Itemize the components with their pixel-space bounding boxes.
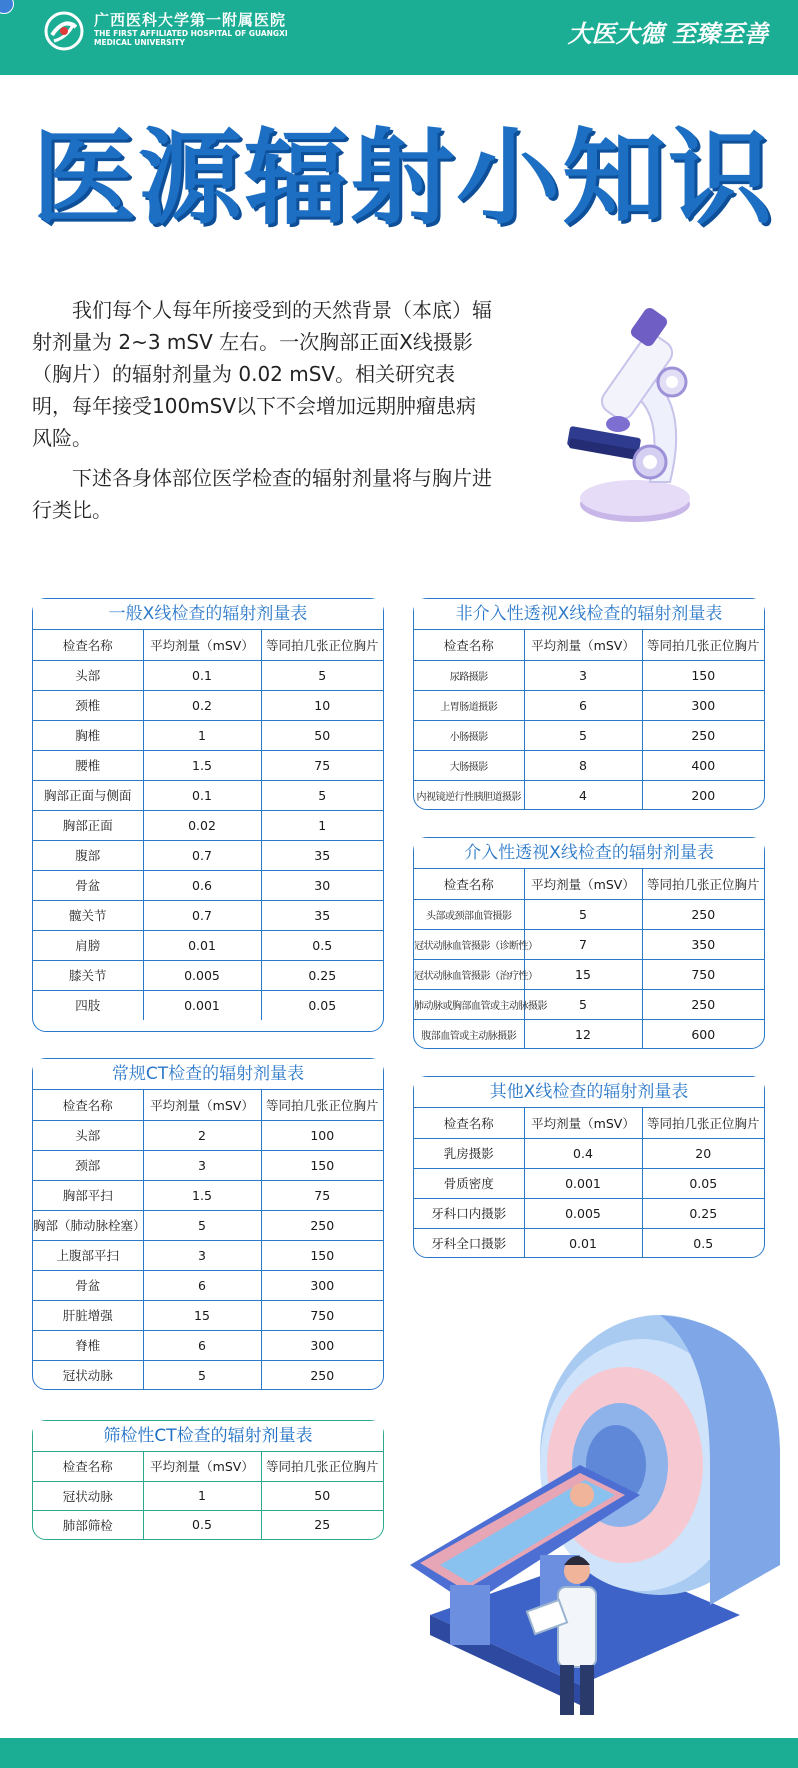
exam-name-cell: 髋关节 bbox=[33, 900, 143, 930]
exam-name-cell: 胸部平扫 bbox=[33, 1180, 143, 1210]
column-header: 等同拍几张正位胸片 bbox=[261, 630, 383, 660]
column-header: 检查名称 bbox=[414, 869, 524, 899]
table-header-row bbox=[414, 869, 764, 899]
dose-cell: 0.01 bbox=[524, 1228, 642, 1258]
column-header: 等同拍几张正位胸片 bbox=[642, 630, 764, 660]
dose-cell: 15 bbox=[524, 959, 642, 989]
exam-name-cell: 腹部 bbox=[33, 840, 143, 870]
chest-xray-equivalent-cell: 250 bbox=[642, 720, 764, 750]
exam-name-cell: 牙科口内摄影 bbox=[414, 1198, 524, 1228]
table-row bbox=[33, 720, 383, 750]
dose-cell: 0.6 bbox=[143, 870, 261, 900]
column-header: 等同拍几张正位胸片 bbox=[642, 1108, 764, 1138]
table-row bbox=[414, 720, 764, 750]
dose-cell: 0.001 bbox=[143, 990, 261, 1020]
chest-xray-equivalent-cell: 250 bbox=[261, 1210, 383, 1240]
chest-xray-equivalent-cell: 0.25 bbox=[261, 960, 383, 990]
table-row bbox=[414, 899, 764, 929]
table-header-row bbox=[33, 1452, 383, 1481]
table-row bbox=[414, 690, 764, 720]
table-row bbox=[33, 1270, 383, 1300]
intro-paragraph-1: 我们每个人每年所接受到的天然背景（本底）辐射剂量为 2~3 mSV 左右。一次胸部正面X线摄影（胸片）的辐射剂量为 0.02 mSV。相关研究表明，每年接受100mSV以下不会增加远期肿瘤患病风险。 bbox=[32, 298, 492, 450]
column-header: 检查名称 bbox=[33, 630, 143, 660]
table-title: 筛检性CT检查的辐射剂量表 bbox=[33, 1421, 383, 1452]
dose-cell: 0.7 bbox=[143, 840, 261, 870]
chest-xray-equivalent-cell: 35 bbox=[261, 900, 383, 930]
chest-xray-equivalent-cell: 600 bbox=[691, 1026, 716, 1042]
table-row bbox=[414, 929, 764, 959]
dose-cell: 3 bbox=[143, 1240, 261, 1270]
chest-xray-equivalent-cell: 250 bbox=[642, 899, 764, 929]
dose-cell: 5 bbox=[524, 899, 642, 929]
chest-xray-equivalent-cell: 5 bbox=[261, 780, 383, 810]
exam-name-cell: 颈部 bbox=[33, 1150, 143, 1180]
table-interventional-grid bbox=[414, 869, 764, 1049]
exam-name-cell: 头部或颈部血管摄影 bbox=[414, 899, 524, 929]
chest-xray-equivalent-cell: 20 bbox=[642, 1138, 764, 1168]
dose-cell: 0.001 bbox=[524, 1168, 642, 1198]
column-header: 平均剂量（mSV） bbox=[143, 1452, 261, 1481]
dose-cell: 0.005 bbox=[143, 960, 261, 990]
table-row bbox=[33, 990, 383, 1020]
column-header: 平均剂量（mSV） bbox=[143, 1090, 261, 1120]
table-row bbox=[33, 810, 383, 840]
exam-name-cell: 肩膀 bbox=[33, 930, 143, 960]
exam-name-cell: 骨盆 bbox=[33, 870, 143, 900]
dose-cell: 4 bbox=[524, 780, 642, 810]
chest-xray-equivalent-cell: 75 bbox=[261, 750, 383, 780]
table-header-row bbox=[414, 1108, 764, 1138]
exam-name-cell: 牙科全口摄影 bbox=[414, 1228, 524, 1258]
table-header-row bbox=[33, 1090, 383, 1120]
table-other-xray bbox=[413, 1076, 765, 1258]
footer-bar bbox=[0, 1738, 798, 1768]
chest-xray-equivalent-cell: 35 bbox=[261, 840, 383, 870]
exam-name-cell: 肺部筛检 bbox=[33, 1510, 143, 1539]
dose-cell: 12 bbox=[524, 1019, 642, 1049]
table-general-xray bbox=[32, 598, 384, 1032]
microscope-illustration bbox=[560, 312, 710, 532]
table-row bbox=[33, 1481, 383, 1510]
table-row bbox=[414, 1228, 764, 1258]
exam-name-cell: 乳房摄影 bbox=[414, 1138, 524, 1168]
chest-xray-equivalent-cell: 150 bbox=[261, 1240, 383, 1270]
table-row bbox=[33, 900, 383, 930]
chest-xray-equivalent-cell: 750 bbox=[642, 959, 764, 989]
hospital-name-en: THE FIRST AFFILIATED HOSPITAL OF GUANGXI MEDICAL UNIVERSITY bbox=[94, 29, 288, 47]
table-row bbox=[33, 930, 383, 960]
dose-cell: 5 bbox=[524, 989, 642, 1019]
chest-xray-equivalent-cell: 400 bbox=[642, 750, 764, 780]
chest-xray-equivalent-cell: 75 bbox=[261, 1180, 383, 1210]
intro-text bbox=[32, 294, 492, 526]
chest-xray-equivalent-cell: 150 bbox=[642, 660, 764, 690]
dose-cell: 5 bbox=[143, 1360, 261, 1390]
dose-cell: 0.7 bbox=[143, 900, 261, 930]
table-noninterventional bbox=[413, 598, 765, 810]
chest-xray-equivalent-cell: 300 bbox=[261, 1270, 383, 1300]
exam-name-cell: 胸部正面与侧面 bbox=[33, 780, 143, 810]
exam-name-cell: 骨质密度 bbox=[414, 1168, 524, 1198]
table-row bbox=[414, 959, 764, 989]
exam-name-cell: 腹部血管或主动脉摄影 bbox=[414, 1019, 524, 1049]
table-row bbox=[33, 1360, 383, 1390]
table-row bbox=[33, 1120, 383, 1150]
table-row bbox=[33, 660, 383, 690]
exam-name-cell: 颈椎 bbox=[33, 690, 143, 720]
dose-cell: 0.1 bbox=[143, 780, 261, 810]
column-header: 检查名称 bbox=[414, 1108, 524, 1138]
chest-xray-equivalent-cell: 25 bbox=[314, 1517, 331, 1533]
chest-xray-equivalent-cell: 250 bbox=[642, 989, 764, 1019]
hospital-motto: 大医大德 至臻至善 bbox=[567, 19, 768, 48]
exam-name-cell: 肺动脉或胸部血管或主动脉摄影 bbox=[414, 989, 524, 1019]
corner-badge-icon bbox=[0, 0, 14, 14]
table-ct-grid bbox=[33, 1090, 383, 1390]
dose-cell: 3 bbox=[524, 660, 642, 690]
chest-xray-equivalent-cell: 1 bbox=[261, 810, 383, 840]
dose-cell: 5 bbox=[143, 1210, 261, 1240]
exam-name-cell: 上腹部平扫 bbox=[33, 1240, 143, 1270]
exam-name-cell: 膝关节 bbox=[33, 960, 143, 990]
column-header: 平均剂量（mSV） bbox=[143, 630, 261, 660]
exam-name-cell: 尿路摄影 bbox=[414, 660, 524, 690]
exam-name-cell: 冠状动脉血管摄影（诊断性） bbox=[414, 929, 524, 959]
chest-xray-equivalent-cell: 0.5 bbox=[693, 1235, 714, 1251]
table-row bbox=[33, 1510, 383, 1539]
dose-cell: 1.5 bbox=[143, 750, 261, 780]
dose-cell: 3 bbox=[143, 1150, 261, 1180]
table-title: 一般X线检查的辐射剂量表 bbox=[33, 599, 383, 630]
column-header: 检查名称 bbox=[33, 1090, 143, 1120]
intro-paragraph-2: 下述各身体部位医学检查的辐射剂量将与胸片进行类比。 bbox=[32, 466, 492, 522]
exam-name-cell: 肝脏增强 bbox=[33, 1300, 143, 1330]
page-title: 医源辐射小知识 bbox=[31, 117, 774, 239]
dose-cell: 7 bbox=[524, 929, 642, 959]
column-header: 等同拍几张正位胸片 bbox=[642, 869, 764, 899]
column-header: 平均剂量（mSV） bbox=[524, 1108, 642, 1138]
exam-name-cell: 头部 bbox=[33, 1120, 143, 1150]
table-row bbox=[33, 690, 383, 720]
dose-cell: 6 bbox=[143, 1330, 261, 1360]
column-header: 等同拍几张正位胸片 bbox=[261, 1452, 383, 1481]
table-row bbox=[414, 1168, 764, 1198]
chest-xray-equivalent-cell: 5 bbox=[261, 660, 383, 690]
dose-cell: 0.2 bbox=[143, 690, 261, 720]
chest-xray-equivalent-cell: 0.05 bbox=[642, 1168, 764, 1198]
chest-xray-equivalent-cell: 200 bbox=[691, 787, 716, 803]
table-row bbox=[33, 870, 383, 900]
exam-name-cell: 腰椎 bbox=[33, 750, 143, 780]
dose-cell: 1 bbox=[143, 1481, 261, 1510]
chest-xray-equivalent-cell: 0.05 bbox=[308, 997, 337, 1013]
table-header-row bbox=[33, 630, 383, 660]
exam-name-cell: 内视镜逆行性胰胆道摄影 bbox=[414, 780, 524, 810]
table-general-xray-grid bbox=[33, 630, 383, 1020]
table-row bbox=[33, 960, 383, 990]
table-row bbox=[414, 1019, 764, 1049]
column-header: 等同拍几张正位胸片 bbox=[261, 1090, 383, 1120]
table-row bbox=[33, 1300, 383, 1330]
table-screening-ct-grid bbox=[33, 1452, 383, 1539]
dose-cell: 0.005 bbox=[524, 1198, 642, 1228]
dose-cell: 0.1 bbox=[143, 660, 261, 690]
column-header: 平均剂量（mSV） bbox=[524, 869, 642, 899]
dose-cell: 1.5 bbox=[143, 1180, 261, 1210]
header-bar bbox=[0, 0, 798, 75]
hospital-name-cn: 广西医科大学第一附属医院 bbox=[94, 11, 287, 29]
table-row bbox=[33, 840, 383, 870]
exam-name-cell: 脊椎 bbox=[33, 1330, 143, 1360]
dose-cell: 1 bbox=[143, 720, 261, 750]
exam-name-cell: 头部 bbox=[33, 660, 143, 690]
table-screening-ct bbox=[32, 1420, 384, 1540]
chest-xray-equivalent-cell: 0.5 bbox=[261, 930, 383, 960]
column-header: 检查名称 bbox=[414, 630, 524, 660]
table-row bbox=[414, 750, 764, 780]
table-row bbox=[414, 1198, 764, 1228]
dose-cell: 0.02 bbox=[143, 810, 261, 840]
chest-xray-equivalent-cell: 100 bbox=[261, 1120, 383, 1150]
table-row bbox=[414, 989, 764, 1019]
exam-name-cell: 冠状动脉 bbox=[33, 1481, 143, 1510]
chest-xray-equivalent-cell: 30 bbox=[261, 870, 383, 900]
exam-name-cell: 冠状动脉 bbox=[33, 1360, 143, 1390]
exam-name-cell: 胸椎 bbox=[33, 720, 143, 750]
hospital-logo-icon bbox=[44, 11, 84, 51]
table-row bbox=[414, 1138, 764, 1168]
exam-name-cell: 小肠摄影 bbox=[414, 720, 524, 750]
dose-cell: 15 bbox=[143, 1300, 261, 1330]
table-other-xray-grid bbox=[414, 1108, 764, 1258]
table-row bbox=[33, 1150, 383, 1180]
ct-scanner-illustration bbox=[410, 1315, 798, 1715]
chest-xray-equivalent-cell: 50 bbox=[261, 1481, 383, 1510]
chest-xray-equivalent-cell: 150 bbox=[261, 1150, 383, 1180]
column-header: 平均剂量（mSV） bbox=[524, 630, 642, 660]
table-row bbox=[33, 1180, 383, 1210]
table-ct bbox=[32, 1058, 384, 1390]
exam-name-cell: 四肢 bbox=[33, 990, 143, 1020]
exam-name-cell: 骨盆 bbox=[33, 1270, 143, 1300]
table-title: 常规CT检查的辐射剂量表 bbox=[33, 1059, 383, 1090]
table-title: 介入性透视X线检查的辐射剂量表 bbox=[414, 838, 764, 869]
chest-xray-equivalent-cell: 300 bbox=[261, 1330, 383, 1360]
exam-name-cell: 大肠摄影 bbox=[414, 750, 524, 780]
column-header: 检查名称 bbox=[33, 1452, 143, 1481]
exam-name-cell: 上胃肠道摄影 bbox=[414, 690, 524, 720]
table-row bbox=[33, 1240, 383, 1270]
chest-xray-equivalent-cell: 300 bbox=[642, 690, 764, 720]
table-row bbox=[33, 1330, 383, 1360]
chest-xray-equivalent-cell: 0.25 bbox=[642, 1198, 764, 1228]
dose-cell: 6 bbox=[524, 690, 642, 720]
table-row bbox=[33, 1210, 383, 1240]
exam-name-cell: 冠状动脉血管摄影（治疗性） bbox=[414, 959, 524, 989]
chest-xray-equivalent-cell: 750 bbox=[261, 1300, 383, 1330]
table-title: 其他X线检查的辐射剂量表 bbox=[414, 1077, 764, 1108]
exam-name-cell: 胸部（肺动脉栓塞） bbox=[33, 1210, 143, 1240]
table-noninterventional-grid bbox=[414, 630, 764, 810]
table-row bbox=[414, 660, 764, 690]
table-title: 非介入性透视X线检查的辐射剂量表 bbox=[414, 599, 764, 630]
dose-cell: 6 bbox=[143, 1270, 261, 1300]
dose-cell: 5 bbox=[524, 720, 642, 750]
chest-xray-equivalent-cell: 10 bbox=[261, 690, 383, 720]
table-row bbox=[414, 780, 764, 810]
chest-xray-equivalent-cell: 250 bbox=[310, 1367, 335, 1383]
chest-xray-equivalent-cell: 50 bbox=[261, 720, 383, 750]
dose-cell: 0.01 bbox=[143, 930, 261, 960]
dose-cell: 0.5 bbox=[143, 1510, 261, 1539]
table-interventional bbox=[413, 837, 765, 1049]
table-header-row bbox=[414, 630, 764, 660]
table-row bbox=[33, 780, 383, 810]
exam-name-cell: 胸部正面 bbox=[33, 810, 143, 840]
dose-cell: 8 bbox=[524, 750, 642, 780]
dose-cell: 2 bbox=[143, 1120, 261, 1150]
chest-xray-equivalent-cell: 350 bbox=[642, 929, 764, 959]
dose-cell: 0.4 bbox=[524, 1138, 642, 1168]
table-row bbox=[33, 750, 383, 780]
